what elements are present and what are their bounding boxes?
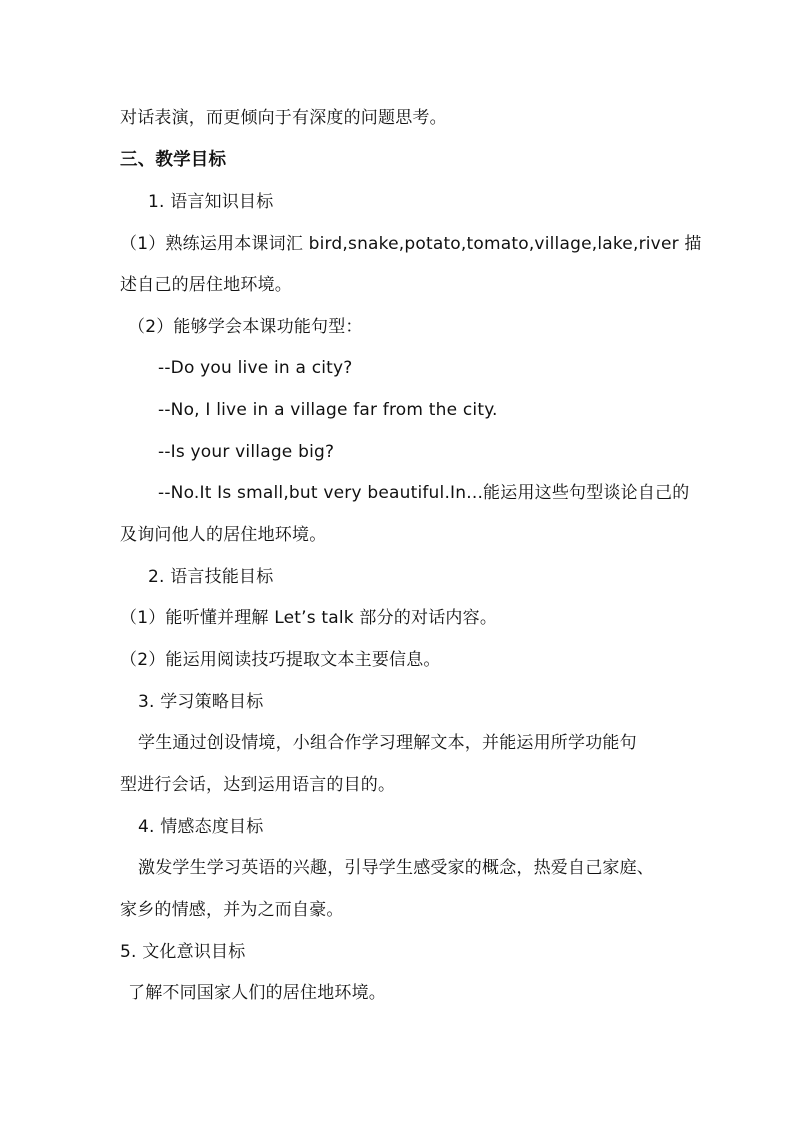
subsection-heading: 4. 情感态度目标 [138,817,264,837]
section-heading: 三、教学目标 [120,150,227,170]
dialogue-line: --No, I live in a village far from the city. [158,400,498,420]
subsection-heading: 3. 学习策略目标 [138,692,264,712]
subsection-heading: 2. 语言技能目标 [148,567,274,587]
dialogue-line: --No.It Is small,but very beautiful.In...能运用这些句型谈论自己的 [158,483,690,503]
paragraph-line: 及询问他人的居住地环境。 [120,525,327,545]
subsection-heading: 1. 语言知识目标 [148,192,274,212]
paragraph-line: （2）能够学会本课功能句型： [128,317,363,337]
dialogue-line: --Is your village big? [158,442,335,462]
paragraph-line: 学生通过创设情境，小组合作学习理解文本，并能运用所学功能句 [138,733,637,753]
paragraph-line: （1）熟练运用本课词汇 bird,snake,potato,tomato,village,lake,river 描 [120,234,702,254]
paragraph-line: 了解不同国家人们的居住地环境。 [128,983,386,1003]
paragraph-line: 家乡的情感，并为之而自豪。 [120,900,344,920]
paragraph-line: 型进行会话，达到运用语言的目的。 [120,775,396,795]
paragraph-line: （2）能运用阅读技巧提取文本主要信息。 [120,650,441,670]
subsection-heading: 5. 文化意识目标 [120,942,246,962]
paragraph-line: （1）能听懂并理解 Let’s talk 部分的对话内容。 [120,608,498,628]
dialogue-line: --Do you live in a city? [158,358,353,378]
paragraph-line: 述自己的居住地环境。 [120,275,292,295]
paragraph-line: 激发学生学习英语的兴趣，引导学生感受家的概念，热爱自己家庭、 [138,858,654,878]
paragraph-line: 对话表演，而更倾向于有深度的问题思考。 [120,108,447,128]
